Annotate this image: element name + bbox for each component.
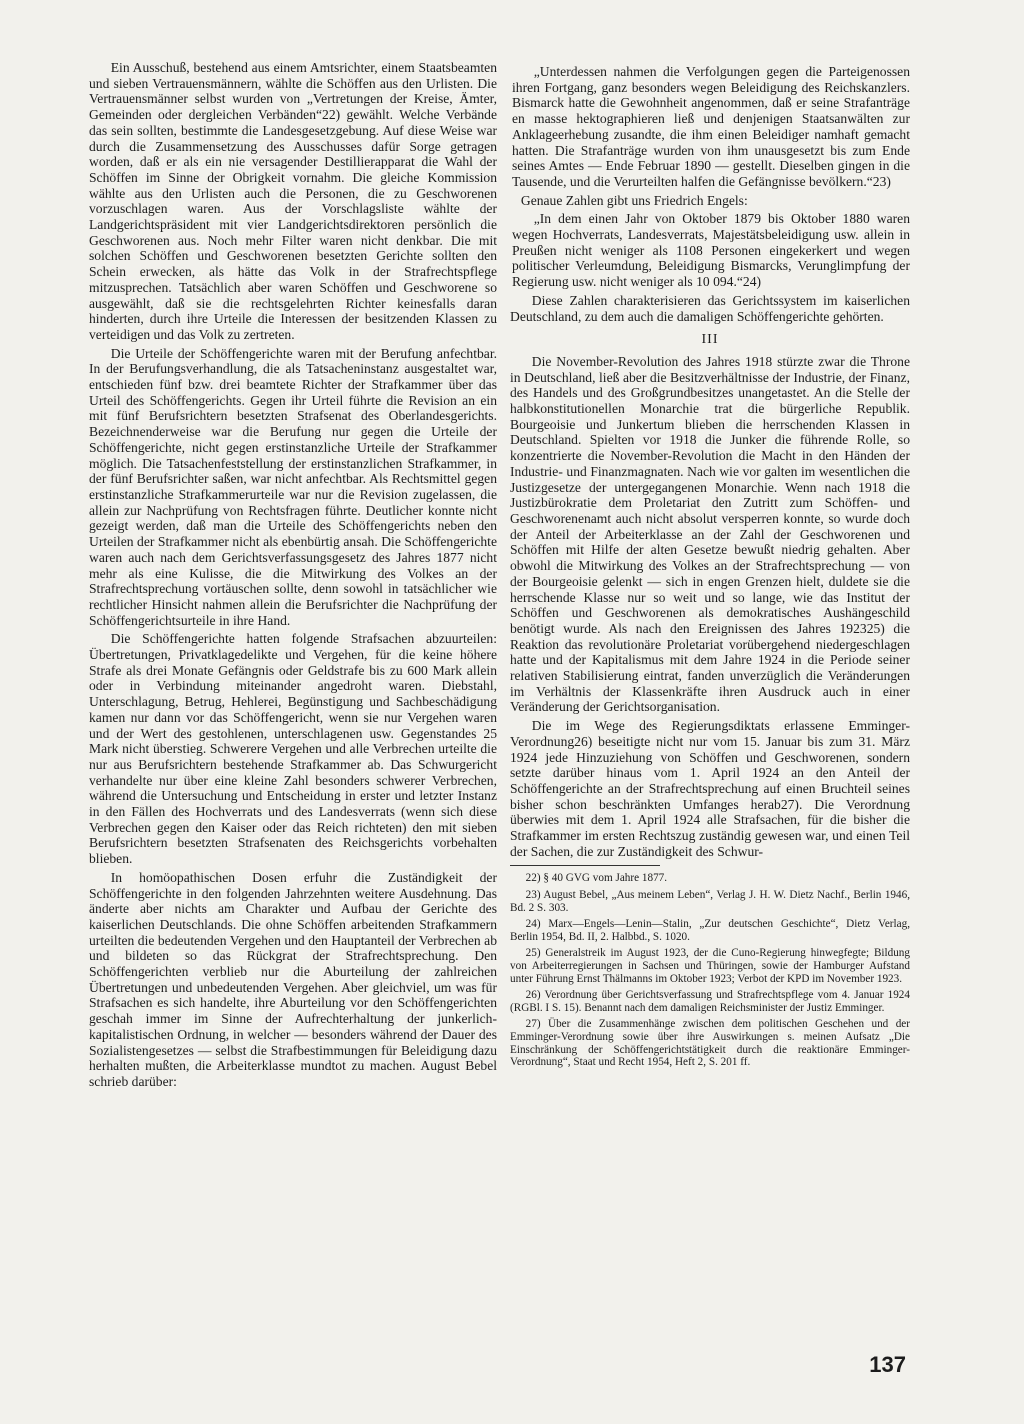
section-heading: III — [701, 332, 719, 348]
paragraph: Die im Wege des Regierungsdiktats erlassene Emminger-Verordnung26) beseitigte nicht nur vom 15. Januar bis zum 31. März 1924 jede Hinzuziehung von Schöffen und Geschworenen, sondern setzte darüber hinaus vom 1. April 1924 an den Anteil der Schöffengerichte an der Strafrechtsprechung auf einen Bruchteil seines bisher schon beschränkten Umfanges herab27). Die Verordnung überwies mit dem 1. April 1924 alle Strafsachen, für die bisher die Strafkammer im ersten Rechtszug zuständig gewesen war, und einen Teil der Sachen, die zur Zuständigkeit des Schwur- — [510, 718, 910, 859]
paragraph: Genaue Zahlen gibt uns Friedrich Engels: — [520, 192, 748, 208]
footnotes — [510, 872, 910, 1068]
paragraph: Die Urteile der Schöffengerichte waren mit der Berufung anfechtbar. In der Berufungsverhandlung, die als Tatsacheninstanz ausgestaltet war, entschieden fünf bzw. drei beamtete Richter der Strafkammer über das Urteil des Schöffengerichts. Gegen ihr Urteil führte die Revision an ein mit fünf Berufsrichtern besetzten Strafsenat des Oberlandesgerichts. Bezeichnenderweise war die Berufung nur gegen die Urteile der Schöffengerichte, nicht gegen erstinstanzliche Urteile der Strafkammer möglich. Die Tatsachenfeststellung der erstinstanzlichen Strafkammer, in der fünf Berufsrichter saßen, war nicht anfechtbar. Als Rechtsmittel gegen erstinstanzliche Strafkammerurteile war nur die Revision zugelassen, die allein zur Nachprüfung von Rechtsfragen führte. Deutlicher konnte nicht gezeigt werden, daß man die Urteile des Schöffengerichts neben den Urteilen der Strafkammer nicht als ebenbürtig ansah. Die Schöffengerichte waren auch nach dem Gerichtsverfassungsgesetz des Jahres 1877 nicht mehr als eine Kulisse, die die Mitwirkung des Volkes an der Strafrechtsprechung vortäuschen sollte, denn sowohl in tatsächlicher wie rechtlicher Hinsicht nahmen allein die Berufsrichter die Nachprüfung der Schöffengerichtsurteile in ihre Hand. — [89, 345, 497, 628]
footnote: 27) Über die Zusammenhänge zwischen dem politischen Geschehen und der Emminger-Verordnung sowie über ihre Auswirkungen s. meinen Aufsatz „Die Einschränkung der Schöffengerichtstätigkeit durch die reaktionäre Emminger-Verordnung“, Staat und Recht 1954, Heft 2, S. 201 ff. — [510, 1018, 910, 1069]
footnote-divider — [510, 865, 660, 866]
right-column — [510, 64, 910, 1073]
left-column — [89, 60, 497, 1093]
paragraph: Ein Ausschuß, bestehend aus einem Amtsrichter, einem Staatsbeamten und sieben Vertrauensmännern, wählte die Schöffen aus den Urlisten. Die Vertrauensmänner selbst wurden von „Vertretungen der Kreise, Ämter, Gemeinden oder dergleichen Verbänden“22) gewählt. Welche Verbände das sein sollten, bestimmte die Landesgesetzgebung. Auf diese Weise war durch die Zusammensetzung des Ausschusses dafür Sorge getragen worden, daß er als ein nie versagender Destillierapparat die Wahl der Schöffen im Sinne der Obrigkeit vornahm. Die gleiche Kommission wählte aus den Urlisten auch die Personen, die zu Geschworenen vorzuschlagen waren. Aus der Vorschlagsliste wählte der Landgerichtspräsident mit vier Landgerichtsdirektoren persönlich die Geschworenen aus. Noch mehr Filter waren nicht denkbar. Die mit solchen Schöffen und Geschworenen besetzten Gerichte sollten den Schein erwecken, als hätte das Volk in der Strafrechtspflege mitzusprechen. Tatsächlich aber waren Schöffen und Geschworene so ausgewählt, daß sie die rechtsgelehrten Richter keinesfalls daran hinderten, durch ihre Urteile die Interessen der besitzenden Klassen zu verteidigen und das Volk zu zertreten. — [89, 60, 497, 342]
footnote: 23) August Bebel, „Aus meinem Leben“, Verlag J. H. W. Dietz Nachf., Berlin 1946, Bd. 2 S. 303. — [510, 889, 910, 914]
paragraph: Diese Zahlen charakterisieren das Gerichtssystem im kaiserlichen Deutschland, zu dem auch die damaligen Schöffengerichte gehörten. — [510, 292, 910, 324]
paragraph: In homöopathischen Dosen erfuhr die Zuständigkeit der Schöffengerichte in den folgenden Jahrzehnten weitere Ausdehnung. Das änderte aber nichts am Charakter und Aufbau der Gerichte des kaiserlichen Deutschlands. Die ohne Schöffen arbeitenden Strafkammern urteilten die bedeutenden Vergehen und den Hauptanteil der Verbrechen ab und bildeten so das Rückgrat der Strafrechtsprechung. Den Schöffengerichten verblieb nur die Aburteilung der zahlreichen Übertretungen und unbedeutenden Vergehen. Aber gleichviel, um was für Strafsachen es sich handelte, ihre Aburteilung vor den Schöffengerichten geschah immer im Sinne der Aufrechterhaltung der junkerlich-kapitalistischen Ordnung, in welcher — besonders während der Dauer des Sozialistengesetzes — selbst die Strafbestimmungen für Beleidigung dazu herhalten mußten, die Arbeiterklasse mundtot zu machen. August Bebel schrieb darüber: — [89, 869, 497, 1089]
footnote: 24) Marx—Engels—Lenin—Stalin, „Zur deutschen Geschichte“, Dietz Verlag, Berlin 1954, Bd. II, 2. Halbbd., S. 1020. — [510, 918, 910, 943]
paragraph: Die Schöffengerichte hatten folgende Strafsachen abzuurteilen: Übertretungen, Privatklagedelikte und Vergehen, für die keine höhere Strafe als drei Monate Gefängnis oder Geldstrafe bis zu 600 Mark allein oder in Verbindung miteinander angedroht waren. Diebstahl, Unterschlagung, Betrug, Hehlerei, Begünstigung und Sachbeschädigung kamen nur dann vor das Schöffengericht, wenn sie nur Vergehen waren und der Wert des gestohlenen, unterschlagenen usw. Gegenstandes 25 Mark nicht überstieg. Schwerere Vergehen und alle Verbrechen urteilte die nur aus Berufsrichtern bestehende Strafkammer ab. Das Schwurgericht verhandelte nur über eine kleine Zahl besonders schwerer Verbrechen, während die Untersuchung und Entscheidung in erster und letzter Instanz in den Fällen des Hochverrats und des Landesverrats (wenn sich diese Verbrechen gegen den Kaiser oder das Reich richteten) den mit sieben Berufsrichtern besetzten Strafsenaten des Reichsgerichts vorbehalten blieben. — [89, 631, 497, 867]
bebel-quote: „Unterdessen nahmen die Verfolgungen gegen die Parteigenossen ihren Fortgang, ganz besonders wegen Beleidigung des Reichskanzlers. Bismarck hatte die Gewohnheit angenommen, daß er seine Strafanträge en masse hektographieren ließ und denjenigen Staatsanwälten zur Anklageerhebung zusandte, die ihm einen Beleidiger namhaft gemacht hatten. Die Strafanträge wurden von ihm unausgesetzt bis zum Ende seines Amtes — Ende Februar 1890 — gestellt. Dieselben gingen in die Tausende, und die Verurteilten halfen die Gefängnisse bevölkern.“23) — [512, 64, 910, 189]
page-number: 137 — [869, 1352, 906, 1377]
footnote: 22) § 40 GVG vom Jahre 1877. — [525, 872, 668, 885]
paragraph: Die November-Revolution des Jahres 1918 stürzte zwar die Throne in Deutschland, ließ aber die Besitzverhältnisse der Industrie, der Finanz, des Handels und des Großgrundbesitzes unangetastet. An die Stelle der halbkonstitutionellen Monarchie trat die bürgerliche Republik. Bourgeoisie und Junkertum blieben die herrschenden Klassen in Deutschland. Spielten vor 1918 die Junker die führende Rolle, so konzentrierte die November-Revolution die Macht in den Händen der Industrie- und Finanzmagnaten. Nach wie vor galten im wesentlichen die Justizgesetze der untergegangenen Monarchie. Wenn nach 1918 die Justizbürokratie dem Proletariat den Zutritt zum Schöffen- und Geschworenenamt auch nicht absolut versperren konnte, so wurde doch der Anteil der Arbeiterklasse an der Zahl der Geschworenen und Schöffen mit Hilfe der alten Gesetze bewußt niedrig gehalten. Aber obwohl die Mitwirkung des Volkes an der Strafrechtsprechung — von der Bourgeoisie gelenkt — sich in engen Grenzen hielt, duldete sie die herrschende Klasse nur so weit und so lange, wie das Institut der Schöffen und Geschworenen als demokratisches Aushängeschild benötigt wurde. Als nach den Ereignissen des Jahres 192325) die Reaktion das revolutionäre Proletariat vorübergehend niedergeschlagen hatte und der Kapitalismus mit dem Jahre 1924 in die Periode seiner relativen Stabilisierung eintrat, fanden unverzüglich die Veränderungen im Verhältnis der Klassenkräfte ihren Ausdruck auch in einer Veränderung der Gerichtsorganisation. — [510, 353, 910, 715]
engels-quote: „In dem einen Jahr von Oktober 1879 bis Oktober 1880 waren wegen Hochverrats, Landesverrats, Majestätsbeleidigung usw. allein in Preußen nicht weniger als 1108 Personen eingekerkert und wegen politischer Verleumdung, Beleidigung Bismarcks, Verunglimpfung der Regierung usw. nicht weniger als 10 094.“24) — [512, 211, 910, 290]
footnote: 25) Generalstreik im August 1923, der die Cuno-Regierung hinwegfegte; Bildung von Arbeiterregierungen in Sachsen und Thüringen, sowie der Hamburger Aufstand unter Führung Ernst Thälmanns im Oktober 1923; Verbot der KPD im November 1923. — [510, 947, 910, 985]
footnote: 26) Verordnung über Gerichtsverfassung und Strafrechtspflege vom 4. Januar 1924 (RGBl. I S. 15). Benannt nach dem damaligen Reichsminister der Justiz Emminger. — [510, 989, 910, 1014]
